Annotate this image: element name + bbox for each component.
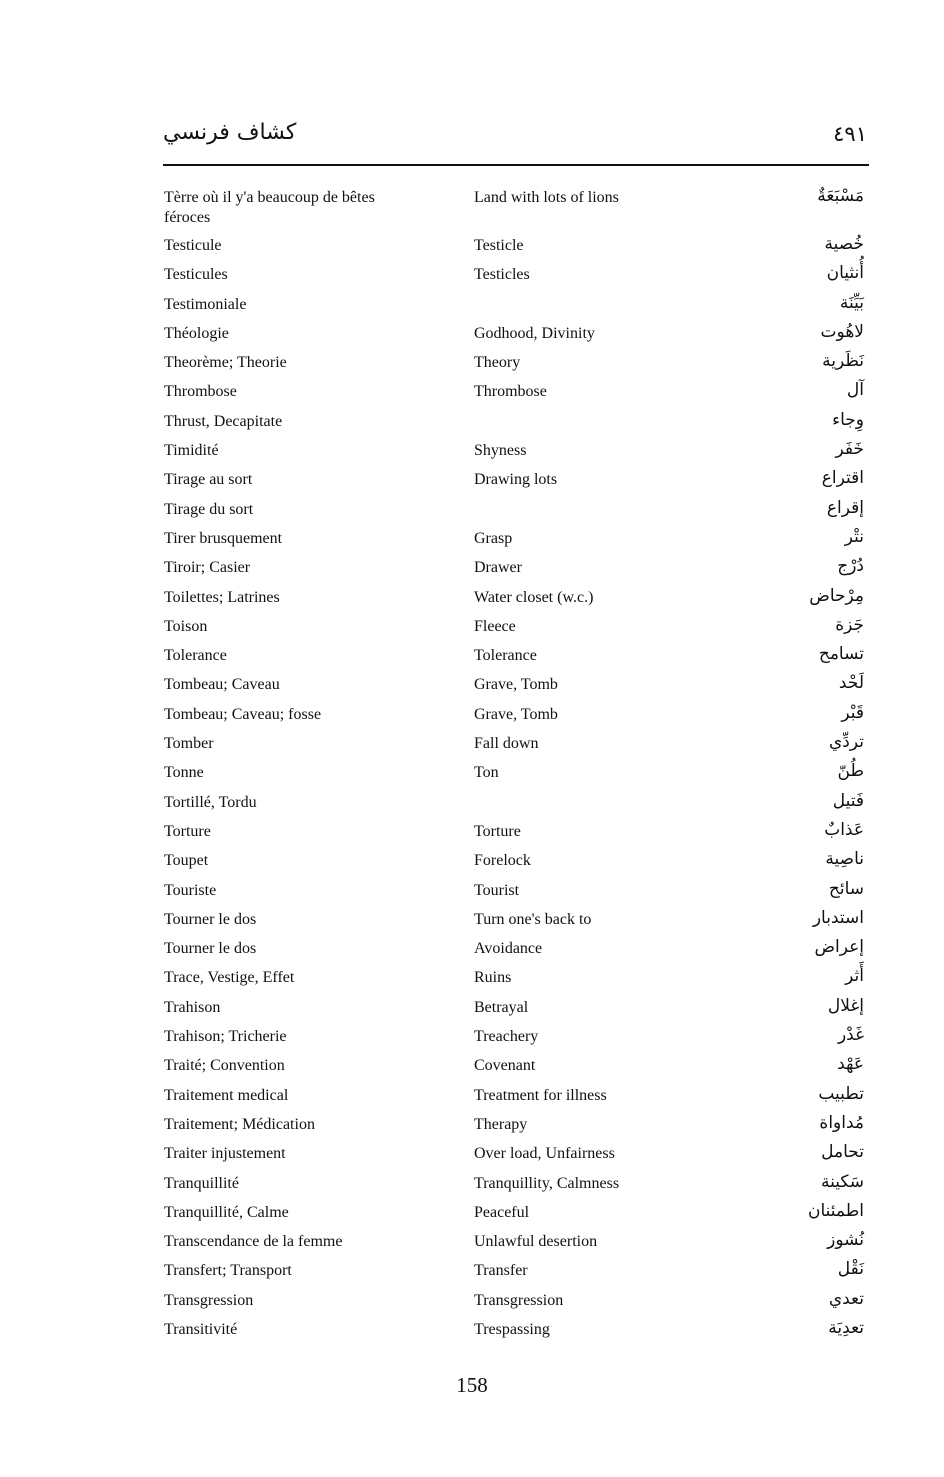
page-number: 158 [456, 1373, 488, 1397]
english-term: Tolerance [474, 647, 537, 665]
english-term: Unlawful desertion [474, 1233, 598, 1251]
arabic-term: لَحْد [838, 673, 864, 694]
glossary-entry [160, 1232, 870, 1261]
arabic-term: وِجاء [832, 409, 864, 430]
glossary-entry [160, 1288, 870, 1320]
arabic-term: مَسْبَعَةٌ [817, 186, 864, 206]
page-header [163, 118, 869, 168]
arabic-term: تطبيب [818, 1083, 864, 1104]
glossary-entry [160, 1261, 870, 1290]
glossary-entry [160, 353, 870, 382]
arabic-term: مِرْحاض [809, 585, 864, 606]
arabic-term: إعراض [814, 937, 864, 958]
arabic-term: غَدْر [837, 1025, 864, 1046]
french-term: Transcendance de la femme [164, 1233, 343, 1251]
english-term: Godhood, Divinity [474, 324, 595, 342]
french-term: Tolerance [164, 647, 227, 665]
english-term: Tourist [474, 881, 520, 899]
french-term: Tourner le dos [164, 910, 257, 928]
french-term: Tranquillité [164, 1174, 239, 1192]
arabic-term: سائح [828, 878, 864, 899]
english-term: Forelock [474, 852, 531, 870]
english-term: Fall down [474, 735, 539, 753]
glossary-entry [160, 995, 870, 1027]
french-term: Tirage du sort [164, 500, 254, 518]
english-term: Shyness [474, 442, 527, 460]
arabic-term: مُداواة [819, 1112, 864, 1133]
glossary-entry [160, 1171, 870, 1203]
french-term: Tirage au sort [164, 471, 253, 489]
french-term: Tortillé, Tordu [164, 793, 257, 811]
arabic-term: خَفَر [835, 439, 864, 460]
glossary-entry [160, 470, 870, 499]
glossary-entry [160, 188, 870, 236]
french-term: Transfert; Transport [164, 1262, 292, 1280]
glossary-entry [160, 321, 870, 353]
french-term: Toilettes; Latrines [164, 588, 280, 606]
french-term: Tranquillité, Calme [164, 1203, 289, 1221]
glossary-entry [160, 790, 870, 822]
english-term: Transfer [474, 1262, 528, 1280]
arabic-term: فَتيل [832, 790, 864, 811]
english-term: Testicle [474, 237, 524, 254]
french-term: Transgression [164, 1291, 254, 1309]
glossary-entry [160, 265, 870, 294]
glossary-entry [160, 292, 870, 324]
arabic-term: دُرْج [837, 556, 864, 577]
glossary-entry [160, 1027, 870, 1056]
english-term: Therapy [474, 1115, 528, 1133]
english-term: Drawing lots [474, 471, 558, 489]
arabic-term: جَزة [835, 614, 864, 635]
header-rule [163, 164, 869, 166]
english-term: Ton [474, 764, 499, 782]
glossary-entry [160, 939, 870, 968]
glossary-entry [160, 585, 870, 617]
arabic-term: سَكينة [820, 1171, 864, 1192]
french-term: Testicules [164, 266, 228, 284]
glossary-entry [160, 526, 870, 558]
french-term: Thrombose [164, 383, 237, 401]
glossary-entries [160, 188, 870, 1349]
english-term: Fleece [474, 617, 516, 635]
french-term: Torture [164, 822, 211, 840]
english-term: Over load, Unfairness [474, 1145, 615, 1163]
glossary-entry [160, 614, 870, 646]
glossary-entry [160, 1200, 870, 1232]
english-term: Grasp [474, 529, 513, 547]
english-term: Avoidance [474, 940, 543, 958]
glossary-entry [160, 675, 870, 704]
french-term: Traiter injustement [164, 1145, 286, 1163]
glossary-entry [160, 236, 870, 265]
arabic-term: إقراع [826, 497, 864, 518]
english-term: Tranquillity, Calmness [474, 1174, 620, 1192]
french-term: Traitement; Médication [164, 1115, 315, 1133]
arabic-term: عَهْد [837, 1054, 864, 1075]
french-term: Traitement medical [164, 1086, 289, 1104]
french-term: Traité; Convention [164, 1057, 285, 1075]
french-term: Timidité [164, 442, 219, 460]
arabic-term: اطمئنان [807, 1200, 864, 1221]
arabic-term: ناصِية [825, 849, 864, 870]
french-term: Theorème; Theorie [164, 354, 287, 372]
french-term: Toison [164, 617, 208, 635]
arabic-term: نُشوز [827, 1230, 864, 1251]
glossary-entry [160, 1112, 870, 1144]
english-term: Thrombose [474, 383, 547, 401]
arabic-term: قَبْر [841, 702, 864, 723]
glossary-entry [160, 1083, 870, 1115]
english-term: Ruins [474, 969, 512, 987]
french-term: Tirer brusquement [164, 529, 283, 547]
english-term: Peaceful [474, 1203, 530, 1221]
french-term: Tourner le dos [164, 940, 257, 958]
arabic-term: نتْر [844, 526, 864, 547]
glossary-entry [160, 907, 870, 939]
glossary-entry [160, 1056, 870, 1085]
glossary-entry [160, 382, 870, 411]
french-term: Toupet [164, 852, 209, 870]
french-term: Tombeau; Caveau; fosse [164, 705, 322, 723]
french-term: Testicule [164, 237, 222, 254]
french-term: Trahison [164, 998, 221, 1016]
arabic-term: أَثر [845, 966, 864, 987]
arabic-term: لاهُوت [820, 321, 864, 342]
arabic-page-number: ٤٩١ [833, 122, 867, 146]
arabic-term: تحامل [821, 1142, 864, 1163]
french-term: Tomber [164, 735, 214, 753]
glossary-entry [160, 441, 870, 470]
glossary-entry [160, 878, 870, 910]
english-term: Land with lots of lions [474, 189, 619, 206]
arabic-term: تسامح [818, 644, 864, 665]
glossary-entry [160, 968, 870, 997]
arabic-term: تعدي [828, 1288, 864, 1309]
glossary-entry [160, 409, 870, 441]
glossary-entry [160, 558, 870, 587]
glossary-entry [160, 702, 870, 734]
glossary-entry [160, 1144, 870, 1173]
french-term: Théologie [164, 324, 229, 342]
english-term: Torture [474, 822, 521, 840]
english-term: Covenant [474, 1057, 536, 1075]
english-term: Drawer [474, 559, 522, 577]
arabic-term: طُنّ [837, 761, 864, 782]
english-term: Trespassing [474, 1320, 550, 1338]
french-term: Tonne [164, 764, 204, 782]
english-term: Betrayal [474, 998, 529, 1016]
french-term: Transitivité [164, 1320, 238, 1338]
arabic-term: آل [846, 380, 864, 401]
english-term: Water closet (w.c.) [474, 588, 594, 606]
glossary-entry [160, 646, 870, 675]
glossary-entry [160, 763, 870, 792]
french-term: Thrust, Decapitate [164, 412, 283, 430]
arabic-term: تعدِيَة [828, 1317, 864, 1338]
english-term: Theory [474, 354, 521, 372]
english-term: Transgression [474, 1291, 564, 1309]
arabic-term: تردِّي [829, 732, 864, 753]
french-term: Trahison; Tricherie [164, 1028, 287, 1046]
arabic-term: إغلال [827, 995, 864, 1016]
french-term: Tiroir; Casier [164, 559, 251, 577]
french-term: Testimoniale [164, 295, 247, 313]
glossary-entry [160, 819, 870, 851]
glossary-entry [160, 497, 870, 529]
running-title: كشاف فرنسي [163, 120, 297, 145]
english-term: Turn one's back to [474, 910, 592, 928]
french-term: Touriste [164, 881, 217, 899]
arabic-term: بَيِّنَة [839, 292, 864, 313]
arabic-term: أُنثيان [826, 263, 864, 284]
arabic-term: عَذابٌ [824, 819, 864, 840]
french-term: Tombeau; Caveau [164, 676, 280, 694]
english-term: Treatment for illness [474, 1086, 607, 1104]
arabic-term: استدبار [812, 907, 864, 928]
english-term: Testicles [474, 266, 530, 284]
glossary-entry [160, 1317, 870, 1349]
glossary-entry [160, 851, 870, 880]
arabic-term: نَقْل [837, 1259, 864, 1280]
arabic-term: خُصية [824, 234, 864, 254]
french-term: Trace, Vestige, Effet [164, 969, 295, 987]
english-term: Grave, Tomb [474, 705, 558, 723]
arabic-term: اقتراع [821, 468, 864, 489]
english-term: Grave, Tomb [474, 676, 558, 694]
glossary-entry [160, 734, 870, 763]
arabic-term: نَظَرية [822, 351, 864, 372]
english-term: Treachery [474, 1028, 539, 1046]
french-term: Tèrre où il y'a beaucoup de bêtes féroces [164, 189, 375, 226]
